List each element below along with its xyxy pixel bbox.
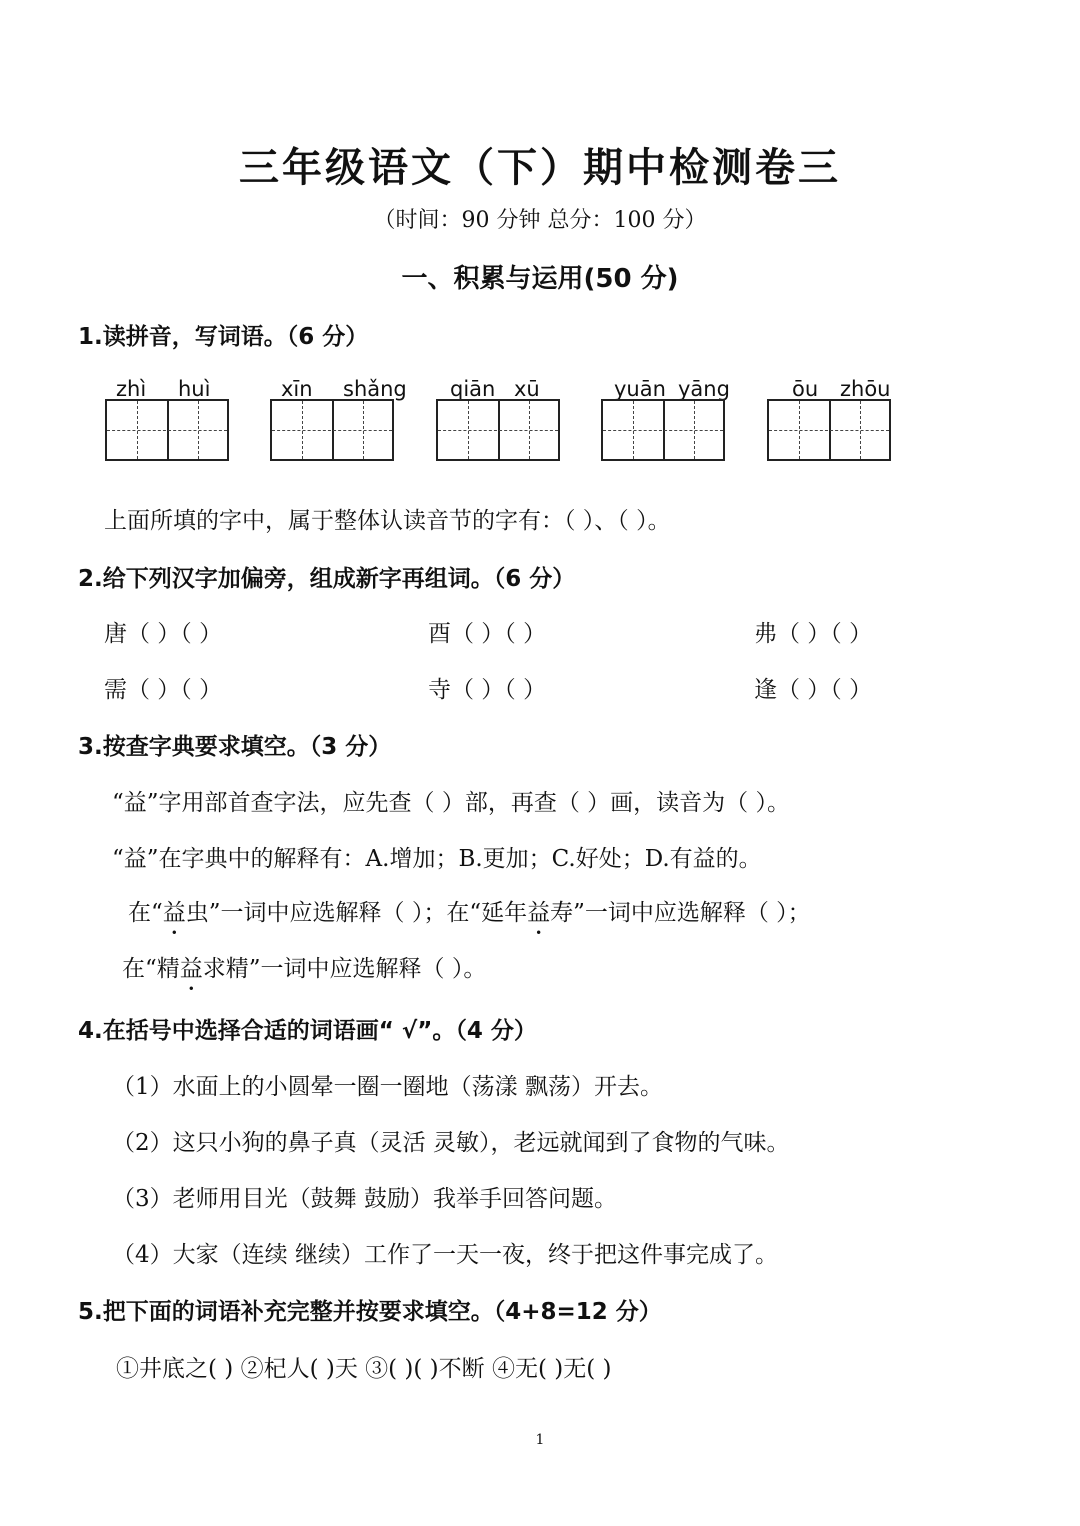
fill-item: 弗（ ）（ ） <box>754 621 873 647</box>
choice-item: （1）水面上的小圆晕一圈一圈地（荡漾 飘荡）开去。 <box>112 1074 663 1100</box>
writing-grid[interactable] <box>270 399 394 461</box>
question-2-heading: 2.给下列汉字加偏旁，组成新字再组词。（6 分） <box>78 566 576 592</box>
choice-item: （2）这只小狗的鼻子真（灵活 灵敏），老远就闻到了食物的气味。 <box>112 1130 790 1156</box>
fill-item: 唐（ ）（ ） <box>104 621 223 647</box>
emphasized-character: 益 <box>162 900 186 926</box>
fill-item: 寺（ ）（ ） <box>428 677 547 703</box>
pinyin-label: xū <box>514 377 540 401</box>
text-segment: 虫”一词中应选解释（ ）；在“延年 <box>185 900 528 926</box>
question-1-heading: 1.读拼音，写词语。（6 分） <box>78 324 369 350</box>
fill-item: 逢（ ）（ ） <box>754 677 873 703</box>
fill-line: “益”字用部首查字法，应先查（ ）部，再查（ ）画，读音为（ ）。 <box>112 790 790 816</box>
pinyin-label: xīn <box>281 377 313 401</box>
fill-line <box>128 894 811 940</box>
fill-line: ①井底之( ) ②杞人( )天 ③( )( )不断 ④无( )无( ) <box>116 1356 612 1382</box>
pinyin-label: qiān <box>450 377 496 401</box>
pinyin-label: zhōu <box>840 377 891 401</box>
pinyin-label: yuān <box>614 377 666 401</box>
text-segment: 在“精 <box>122 956 180 982</box>
pinyin-label: yāng <box>678 377 730 401</box>
text-segment: 求精”一词中应选解释（ ）。 <box>202 956 487 982</box>
fill-line <box>122 950 486 996</box>
dictionary-definitions: “益”在字典中的解释有：A.增加；B.更加；C.好处；D.有益的。 <box>112 846 762 872</box>
page-title: 三年级语文（下）期中检测卷三 <box>239 145 841 191</box>
fill-item: 酉（ ）（ ） <box>428 621 547 647</box>
writing-grid[interactable] <box>105 399 229 461</box>
writing-grid[interactable] <box>436 399 560 461</box>
emphasized-character: 益 <box>527 900 551 926</box>
choice-item: （4）大家（连续 继续）工作了一天一夜，终于把这件事完成了。 <box>112 1242 778 1268</box>
pinyin-label: huì <box>178 377 211 401</box>
emphasized-character: 益 <box>179 956 203 982</box>
question-5-heading: 5.把下面的词语补充完整并按要求填空。（4+8=12 分） <box>78 1299 662 1325</box>
fill-line: 上面所填的字中，属于整体认读音节的字有：（ ）、（ ）。 <box>104 508 671 534</box>
section-heading: 一、积累与运用(50 分) <box>401 264 679 294</box>
page-number: 1 <box>535 1432 545 1448</box>
choice-item: （3）老师用目光（鼓舞 鼓励）我举手回答问题。 <box>112 1186 617 1212</box>
pinyin-label: shǎng <box>343 377 407 401</box>
question-3-heading: 3.按查字典要求填空。（3 分） <box>78 734 392 760</box>
fill-item: 需（ ）（ ） <box>104 677 223 703</box>
writing-grid[interactable] <box>767 399 891 461</box>
text-segment: 寿”一词中应选解释（ ）； <box>550 900 811 926</box>
exam-info: （时间：90 分钟 总分：100 分） <box>373 208 707 233</box>
question-4-heading: 4.在括号中选择合适的词语画“ √”。（4 分） <box>78 1018 537 1044</box>
pinyin-label: ōu <box>792 377 819 401</box>
pinyin-label: zhì <box>116 377 147 401</box>
text-segment: 在“ <box>128 900 163 926</box>
writing-grid[interactable] <box>601 399 725 461</box>
